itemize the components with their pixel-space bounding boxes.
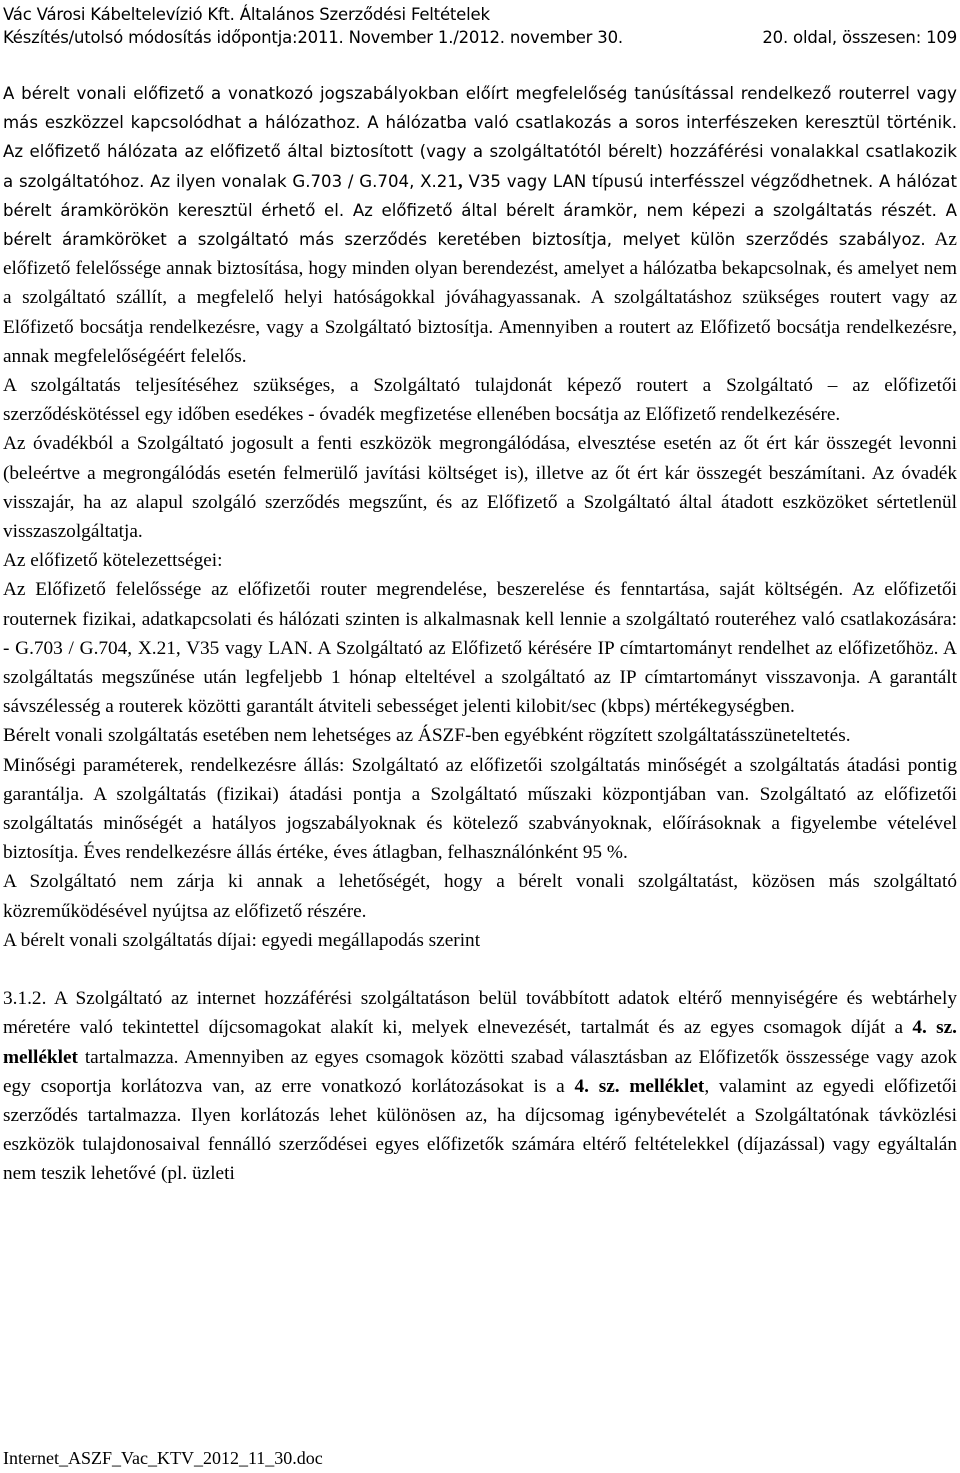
paragraph-subscriber-obligations-heading: Az előfizető kötelezettségei:	[3, 550, 223, 572]
paragraph-no-suspension: Bérelt vonali szolgáltatás esetében nem lehetséges az ÁSZF-ben egyébként rögzített szolgáltatásszüneteltetés.	[3, 725, 851, 747]
page-number: 20. oldal, összesen: 109	[762, 28, 957, 47]
paragraph-quality-parameters: Minőségi paraméterek, rendelkezésre állás: Szolgáltató az előfizetői szolgáltatás minőségét a szolgáltatás átadási pontig garantálja. A szolgáltatás (fizikai) átadási pontja a Szolgáltató műszaki központjában van. Szolgáltató az előfizetői szolgáltatás minőségét a hatályos jogszabályoknak és kötelező szabványoknak, előírásoknak a figyelembe vételével biztosítja. Éves rendelkezésre állás értéke, éves átlagban, felhasználónként 95 %.	[3, 754, 957, 864]
paragraph-text: , valamint az egyedi előfizetői szerződés tartalmazza. Ilyen korlátozás lehet különösen az, ha díjcsomag igénybevételét a Szolgáltatónak távközlési eszközök tulajdonosaival fennálló szerződései egyes előfizetők számára eltérő feltételekkel (díjazással) vagy egyáltalán nem teszik lehetővé (pl. üzleti	[3, 1075, 958, 1185]
paragraph-gap	[3, 955, 957, 984]
paragraph-text: tartalmazza. Amennyiben az egyes csomagok közötti szabad választásban az Előfizetők összessége vagy azok egy csoportja korlátozva van, az erre vonatkozó korlátozásokat is a	[3, 1046, 957, 1097]
paragraph-subscriber-obligations: Az Előfizető felelőssége az előfizetői router megrendelése, beszerelése és fenntartása, saját költségén. Az előfizetői routernek fizikai, adatkapcsolati és hálózati szinten is alkalmasnak kell lennie a szolgáltató routeréhez való csatlakozására: - G.703 / G.704, X.21, V35 vagy LAN. A Szolgáltató az Előfizető kérésére IP címtartományt rendelhet az előfizetőhöz. A szolgáltatás megszűnése után legfeljebb 1 hónap elteltével a szolgáltató az IP címtartományt visszavonja. A garantált sávszélesség a routerek közötti garantált átviteli sebességet jelenti kilobit/sec (kbps) mértékegységben.	[3, 579, 957, 718]
header-meta-row	[3, 26, 957, 49]
document-body	[3, 79, 957, 1189]
page-header	[3, 3, 957, 49]
paragraph-text-bold: ,	[457, 170, 463, 192]
footer-filename: Internet_ASZF_Vac_KTV_2012_11_30.doc	[3, 1448, 323, 1468]
modification-date: Készítés/utolsó módosítás időpontja:2011. November 1./2012. november 30.	[3, 28, 623, 47]
paragraph-text: 3.1.2. A Szolgáltató az internet hozzáférési szolgáltatáson belül továbbított adatok eltérő mennyiségére és webtárhely méretére való tekintettel díjcsomagokat alakít ki, melyek elnevezését, tartalmát és az egyes csomagok díját a	[3, 988, 957, 1039]
paragraph-text: Az előfizető felelőssége annak biztosítása, hogy minden olyan berendezést, amelyet a hálózatba bekapcsolnak, és amelyet nem a szolgáltató szállít, a megfelelő helyi hatóságokkal jóváhagyassanak. A szolgáltatáshoz szükséges routert vagy az Előfizető bocsátja rendelkezésre, vagy a Szolgáltató biztosítja. Amennyiben a routert az Előfizető bocsátja rendelkezésre, annak megfelelőségéért felelős.	[3, 229, 957, 367]
document-title: Vác Városi Kábeltelevízió Kft. Általános Szerződési Feltételek	[3, 5, 490, 24]
paragraph-text-sans: V35 vagy LAN típusú interfésszel végződhetnek. A hálózat bérelt áramkörökön keresztül érhető el. Az előfizető által bérelt áramkör, nem képezi a szolgáltatás részét. A bérelt áramköröket a szolgáltató más szerződés keretében biztosítja, melyet külön szerződés szabályoz.	[3, 171, 957, 250]
paragraph-text-sans: A bérelt vonali előfizető a vonatkozó jogszabályokban előírt megfelelőség tanúsítással rendelkező routerrel vagy más eszközzel kapcsolódhat a hálózathoz. A hálózatba való csatlakozás a soros interfészeken keresztül történik. Az előfizető hálózata az előfizető által biztosított (vagy a szolgáltatótól bérelt) hozzáférési vonalakkal csatlakozik a szolgáltatóhoz. Az ilyen vonalak G.703 / G.704, X.21	[3, 84, 957, 191]
paragraph-deposit-use: Az óvadékból a Szolgáltató jogosult a fenti eszközök megrongálódása, elvesztése esetén az őt ért kár összegét levonni (beleértve a megrongálódás esetén felmerülő javítási költséget is), illetve az őt ért kár összegét beszámítani. Az óvadék visszajár, ha az alapul szolgáló szerződés megszűnt, és az Előfizető a Szolgáltató által átadott eszközöket sértetlenül visszaszolgáltatja.	[3, 433, 957, 543]
annex-reference: 4. sz. melléklet	[3, 1017, 957, 1068]
annex-reference: 4. sz. melléklet	[574, 1075, 705, 1097]
page-footer	[3, 1447, 323, 1469]
paragraph-router-connection	[3, 79, 957, 371]
paragraph-section-3-1-2	[3, 984, 957, 1188]
paragraph-router-deposit: A szolgáltatás teljesítéséhez szükséges, a Szolgáltató tulajdonát képező routert a Szolgáltató – az előfizetői szerződéskötéssel egy időben esedékes - óvadék megfizetése ellenében bocsátja az Előfizető rendelkezésére.	[3, 375, 957, 426]
paragraph-third-party-provider: A Szolgáltató nem zárja ki annak a lehetőségét, hogy a bérelt vonali szolgáltatást, közösen más szolgáltató közreműködésével nyújtsa az előfizető részére.	[3, 871, 957, 922]
paragraph-fees: A bérelt vonali szolgáltatás díjai: egyedi megállapodás szerint	[3, 929, 481, 951]
